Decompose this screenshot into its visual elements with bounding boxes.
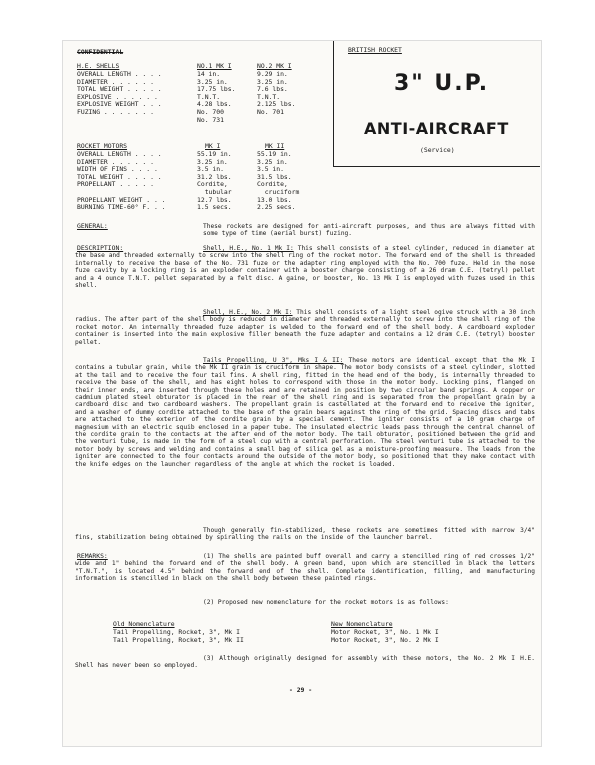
shells-cell-v2: 9.29 in.	[257, 70, 288, 78]
motors-cell-v1: 3.25 in.	[197, 157, 228, 166]
motors-cell-v2: 31.5 lbs.	[257, 172, 292, 181]
document-page	[62, 40, 542, 747]
motors-cell-v1: tubular	[197, 187, 232, 196]
rocket-name: 3" U.P.	[394, 71, 490, 96]
title-box	[333, 41, 540, 167]
shells-cell-label: EXPLOSIVE . . . . . .	[77, 92, 158, 101]
motors-cell-label: PROPELLANT . . . . .	[77, 180, 154, 189]
motors-cell-v1: 12.7 lbs.	[197, 195, 232, 204]
motors-cell-v1: 3.5 in.	[197, 165, 224, 174]
shells-cell-v2: No. 701	[257, 107, 284, 116]
p1-heading: Shell, H.E., No. 1 Mk I:	[203, 245, 294, 252]
page-number: - 29 -	[289, 686, 313, 694]
shells-row	[77, 117, 337, 125]
motors-cell-v2: cruciform	[257, 187, 300, 196]
p3-heading: Tails Propelling, U 3", Mks I & II:	[203, 357, 344, 364]
old-row-1: Tail Propelling, Rocket, 3", Mk I	[113, 628, 240, 636]
shells-cell-label: OVERALL LENGTH . . . .	[77, 70, 162, 78]
shells-cell-label: FUZING . . . . . . .	[77, 107, 154, 116]
motors-cell-label: TOTAL WEIGHT . . . . .	[77, 172, 162, 181]
shells-cell-v1: T.N.T.	[197, 92, 221, 101]
general-label: GENERAL:	[77, 222, 108, 230]
description-para-1	[75, 245, 535, 289]
shells-heading: H.E. SHELLS	[77, 62, 120, 70]
motors-cell-label: BURNING TIME-60° F. . .	[77, 203, 166, 212]
description-para-2	[75, 309, 535, 346]
motors-cell-label: PROPELLANT WEIGHT . . .	[77, 195, 166, 204]
shells-cell-label: EXPLOSIVE WEIGHT . . .	[77, 100, 162, 109]
motors-col1: MK I	[205, 142, 221, 150]
new-row-1: Motor Rocket, 3", No. 1 Mk I	[331, 628, 439, 636]
motors-cell-label: DIAMETER . . . . . .	[77, 157, 154, 166]
confidential-stamp: CONFIDENTIAL	[77, 48, 124, 56]
remark-3: (3) Although originally designed for assembly with these motors, the No. 2 Mk I H.E. Shell has never been so employed.	[75, 655, 535, 670]
remark-1: (1) The shells are painted buff overall and carry a stencilled ring of red crosses 1/2" wide and 1" behind the forward end of the shell body. A green band, upon which are stencilled in black the letters "T.N.T.", is located 4.5" behind the forward end of the shell. Complete identification, filling, and manufacturing information is stencilled in black on the shell body between these painted rings.	[75, 553, 535, 583]
shells-cell-v1: No. 700	[197, 107, 224, 116]
motors-row	[77, 204, 337, 212]
shells-cell-label: DIAMETER . . . . . .	[77, 77, 154, 86]
shells-col1: NO.1 MK I	[197, 62, 232, 70]
motors-cell-v2: 55.19 in.	[257, 150, 292, 158]
description-para-4: Though generally fin-stabilized, these rockets are sometimes fitted with narrow 3/4" fins, stabilization being obtained by spiralling the rails on the inside of the launcher barrel.	[75, 527, 535, 542]
p2-text: This shell consists of a light steel ogive struck with a 30 inch radius. The after part of the shell body is reduced in diameter and threaded externally to screw into the shell ring of the rocket motor. An internally threaded fuze adapter is welded to the forward end of the shell body. A cardboard exploder container is inserted into the main explosive filler beneath the fuze adapter and contains a 12 dram C.E. (tetryl) booster pellet.	[75, 309, 535, 346]
old-row-2: Tail Propelling, Rocket, 3", Mk II	[113, 636, 244, 644]
motors-col2: MK II	[265, 142, 285, 150]
shells-cell-v1: 17.75 lbs.	[197, 85, 236, 94]
shells-cell-v1: 14 in.	[197, 70, 221, 78]
shells-cell-v1: No. 731	[197, 115, 224, 124]
shells-cell-label: TOTAL WEIGHT . . . . .	[77, 85, 162, 94]
description-label: DESCRIPTION:	[77, 244, 124, 252]
old-nomenclature-heading: Old Nomenclature	[113, 620, 175, 628]
new-nomenclature-heading: New Nomenclature	[331, 620, 393, 628]
shells-cell-v2: T.N.T.	[257, 92, 281, 101]
box-title: BRITISH ROCKET	[348, 46, 402, 54]
motors-cell-v1: 55.19 in.	[197, 150, 232, 158]
description-para-3	[75, 357, 535, 468]
motors-heading: ROCKET MOTORS	[77, 142, 128, 150]
motors-cell-v2: Cordite,	[257, 180, 288, 189]
shells-cell-v2: 7.6 lbs.	[257, 85, 288, 94]
shells-cell-v2: 3.25 in.	[257, 77, 288, 86]
motors-cell-v2: 3.5 in.	[257, 165, 284, 174]
motors-cell-label: WIDTH OF FINS . . . .	[77, 165, 158, 174]
motors-cell-label: OVERALL LENGTH . . . .	[77, 150, 162, 158]
p3-text: These motors are identical except that the Mk I contains a tubular grain, while the Mk II grain is cruciform in shape. The motor body consists of a steel cylinder, slotted at the tail and to receive the four tail fins. A shell ring, fitted in the head end of the body, is internally threaded to receive the base of the shell, and has eight holes to correspond with those in the motor body. Locking pins, flanged on their inner ends, are inserted through these holes and are retained in position by two circular band springs. A copper or cadmium plated steel obturator is placed in the rear of the shell ring and is separated from the propellant grain by a cardboard disc and two cardboard washers. The propellant grain is castellated at the forward end to receive the igniter, and a washer of dummy cordite attached to the base of the grain bears against the ring of the grid. Spacing discs and tabs are attached to the exterior of the cordite grain by a special cement. The igniter consists of a 10 gram charge of magnesium with an electric squib enclosed in a paper tube. The insulated electric leads pass through the central channel of the cordite grain to the contacts at the after end of the motor body. The tail obturator, positioned between the grid and the venturi tube, is made in the form of a steel cup with a central perforation. The steel venturi tube is attached to the motor body by screws and welding and contains a small bag of silica gel as a moisture-proofing measure. The leads from the igniter are connected to the four contacts around the outside of the motor body, so positioned that they make contact with the knife edges on the launcher regardless of the angle at which the rocket is loaded.	[75, 357, 535, 468]
remark-2: (2) Proposed new nomenclature for the rocket motors is as follows:	[203, 599, 449, 606]
motors-cell-v1: 31.2 lbs.	[197, 172, 232, 181]
role-title: ANTI-AIRCRAFT	[364, 119, 509, 138]
motors-cell-v2: 2.25 secs.	[257, 203, 296, 212]
motors-cell-v1: Cordite,	[197, 180, 228, 189]
remarks-label: REMARKS:	[77, 552, 108, 560]
shells-col2: NO.2 MK I	[257, 62, 292, 70]
shells-cell-v2: 2.125 lbs.	[257, 100, 296, 109]
motors-cell-v2: 3.25 in.	[257, 157, 288, 166]
new-row-2: Motor Rocket, 3", No. 2 Mk I	[331, 636, 439, 644]
p1-text: This shell consists of a steel cylinder, reduced in diameter at the base and threaded externally to screw into the shell ring of the rocket motor. The forward end of the shell is threaded internally to receive the base of the No. 731 fuze or the adapter ring employed with the No. 700 fuze. Held in the nose fuze cavity by a locking ring is an exploder container with a booster charge consisting of a 26 dram C.E. (tetryl) pellet and a 4 ounce T.N.T. pellet separated by a felt disc. A gaine, or booster, No. 13 Mk I is employed with fuzes used in this shell.	[75, 245, 536, 290]
service-label: (Service)	[420, 146, 455, 154]
shells-cell-v1: 3.25 in.	[197, 77, 228, 86]
shells-cell-v1: 4.28 lbs.	[197, 100, 232, 109]
general-text: These rockets are designed for anti-aircraft purposes, and thus are always fitted with some type of time (aerial burst) fuzing.	[203, 223, 535, 238]
motors-cell-v1: 1.5 secs.	[197, 203, 232, 212]
p2-heading: Shell, H.E., No. 2 Mk I:	[203, 309, 293, 316]
motors-cell-v2: 13.0 lbs.	[257, 195, 292, 204]
